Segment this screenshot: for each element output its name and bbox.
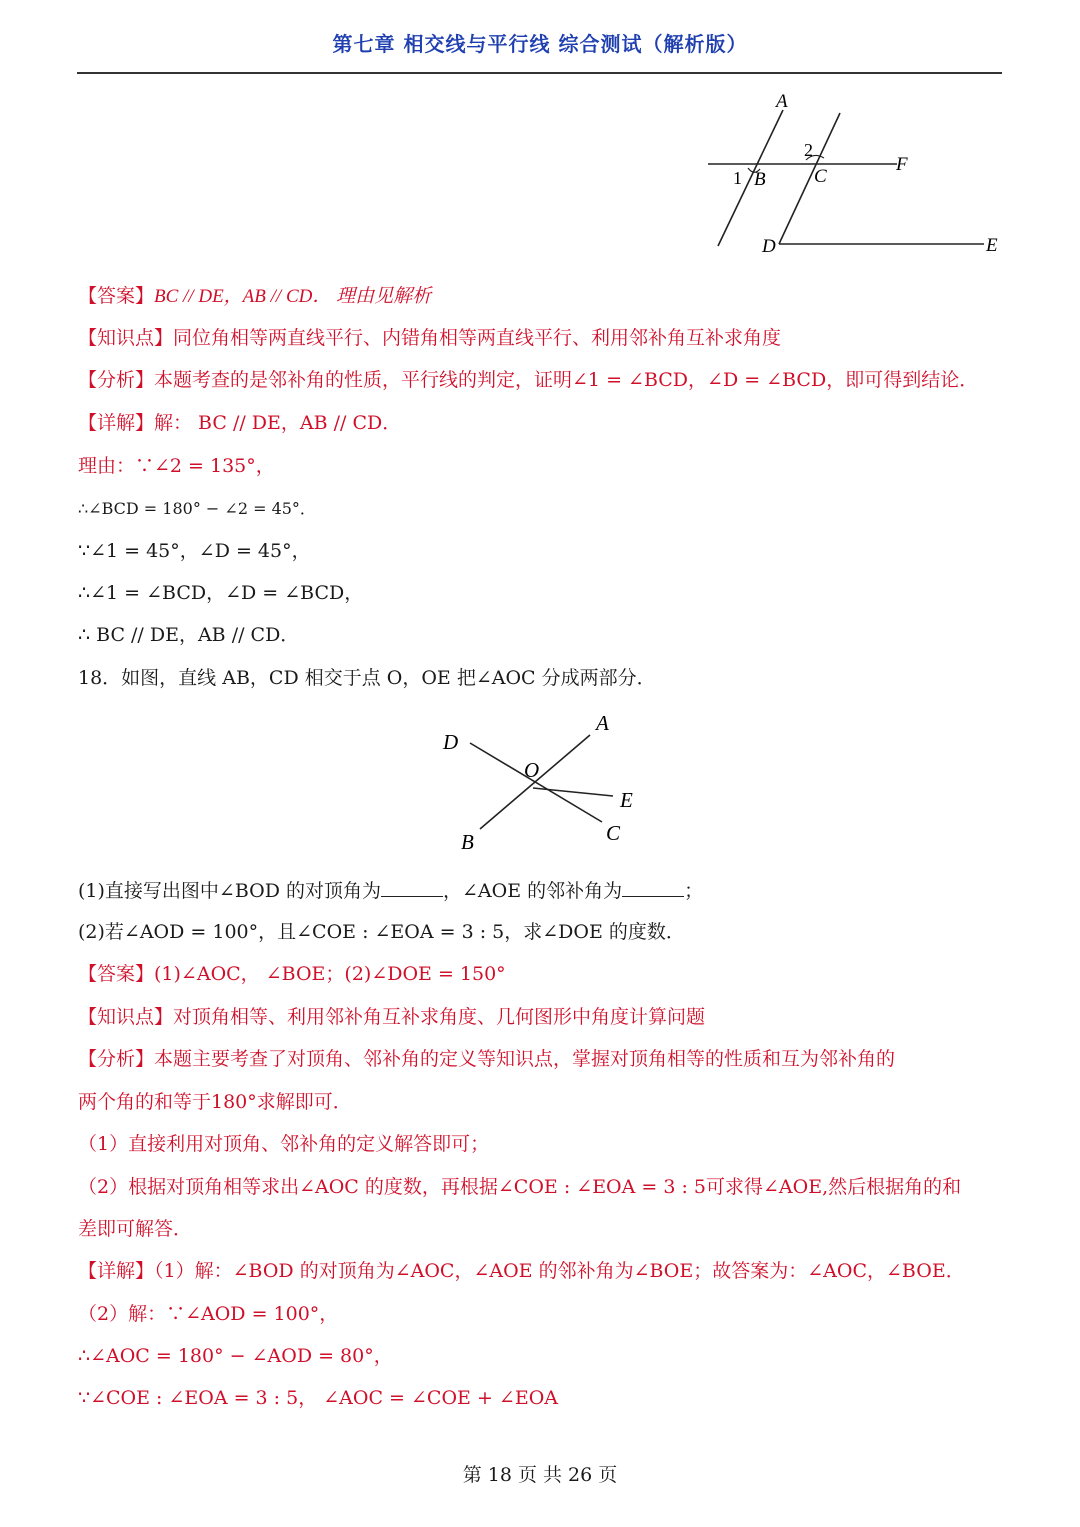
figure-parallel-lines: [690, 88, 1020, 263]
ray-oe: [533, 788, 613, 796]
label-d: D: [762, 236, 776, 257]
answer-text: BC // DE，AB // CD． 理由见解析: [154, 286, 432, 307]
q18-analysis-p2-cont: 差即可解答．: [78, 1218, 193, 1240]
q18-part1: (1)直接写出图中∠BOD 的对顶角为 ，∠AOE 的邻补角为 ；: [78, 880, 704, 902]
q18-analysis: [78, 1047, 1008, 1071]
label-a: A: [776, 91, 788, 112]
knowledge-text: 对顶角相等、利用邻补角互补求角度、几何图形中角度计算问题: [173, 1006, 706, 1028]
answer-text: (1)∠AOC， ∠BOE；(2)∠DOE = 150°: [154, 963, 506, 985]
label-b: B: [754, 169, 766, 190]
q18-part2: (2)若∠AOD = 100°，且∠COE : ∠EOA = 3 : 5，求∠DOE 的度数．: [78, 921, 685, 943]
q18-answer: [78, 962, 1008, 986]
page-title: 第七章 相交线与平行线 综合测试（解析版）: [332, 32, 748, 56]
label-d: D: [443, 730, 459, 754]
label-a: A: [596, 711, 609, 735]
label-o: O: [524, 758, 540, 782]
knowledge-tag: 【知识点】: [78, 1006, 174, 1028]
analysis-text: 本题考查的是邻补角的性质，平行线的判定，证明∠1 = ∠BCD，∠D = ∠BCD，即可得到结论．: [154, 369, 979, 391]
detail-text: （1）解：∠BOD 的对顶角为∠AOC，∠AOE 的邻补角为∠BOE；故答案为：∠AOC，∠BOE．: [154, 1260, 965, 1282]
answer-tag: 【答案】: [78, 285, 155, 307]
label-f: F: [896, 154, 908, 175]
q18-detail: [78, 1259, 1008, 1283]
q17-step: ∵∠1 = 45°，∠D = 45°，: [78, 540, 311, 562]
label-c: C: [606, 821, 621, 845]
q18-stem: 18．如图，直线 AB，CD 相交于点 O，OE 把∠AOC 分成两部分．: [78, 667, 656, 689]
q17-detail: [78, 411, 1008, 435]
label-b: B: [461, 830, 474, 854]
q18-analysis-cont: 两个角的和等于180°求解即可．: [78, 1091, 352, 1113]
analysis-text: 本题主要考查了对顶角、邻补角的定义等知识点，掌握对顶角相等的性质和互为邻补角的: [154, 1048, 896, 1070]
q18-detail-step: ∵∠COE : ∠EOA = 3 : 5， ∠AOC = ∠COE + ∠EOA: [78, 1387, 559, 1409]
figure-intersecting-lines: [430, 705, 660, 855]
q17-step: 理由：∵∠2 = 135°，: [78, 455, 275, 477]
line-ab: [718, 110, 783, 246]
q18-detail-step: ∴∠AOC = 180° − ∠AOD = 80°，: [78, 1345, 393, 1367]
answer-blank-1[interactable]: [381, 878, 443, 897]
detail-tag: 【详解】: [78, 412, 155, 434]
q18-analysis-p1: （1）直接利用对顶角、邻补角的定义解答即可；: [78, 1133, 490, 1155]
line-cd: [779, 113, 840, 244]
label-e: E: [986, 235, 998, 256]
q18-analysis-p2: （2）根据对顶角相等求出∠AOC 的度数，再根据∠COE : ∠EOA = 3 : 5可求得∠AOE,然后根据角的和: [78, 1176, 962, 1198]
answer-blank-2[interactable]: [622, 878, 684, 897]
q18-knowledge: [78, 1005, 1008, 1029]
detail-text: 解： BC // DE，AB // CD．: [154, 412, 402, 434]
q17-step: ∴∠1 = ∠BCD，∠D = ∠BCD，: [78, 582, 364, 604]
q17-analysis: [78, 368, 1008, 392]
label-1: 1: [733, 168, 742, 188]
header-rule: [77, 72, 1002, 74]
line-dc: [470, 743, 602, 822]
q17-answer: [78, 284, 1008, 309]
detail-tag: 【详解】: [78, 1260, 155, 1282]
knowledge-text: 同位角相等两直线平行、内错角相等两直线平行、利用邻补角互补求角度: [173, 327, 782, 349]
q17-knowledge: [78, 326, 1008, 350]
label-e: E: [620, 788, 633, 812]
answer-tag: 【答案】: [78, 963, 155, 985]
analysis-tag: 【分析】: [78, 1048, 155, 1070]
analysis-tag: 【分析】: [78, 369, 155, 391]
q18-detail-step: （2）解：∵∠AOD = 100°，: [78, 1303, 339, 1325]
label-2: 2: [804, 140, 813, 160]
page-number: 第 18 页 共 26 页: [462, 1464, 618, 1486]
q17-step: ∴ BC // DE，AB // CD．: [78, 624, 300, 646]
q17-step: ∴∠BCD = 180° − ∠2 = 45°．: [78, 499, 316, 518]
knowledge-tag: 【知识点】: [78, 327, 174, 349]
label-c: C: [814, 166, 827, 187]
